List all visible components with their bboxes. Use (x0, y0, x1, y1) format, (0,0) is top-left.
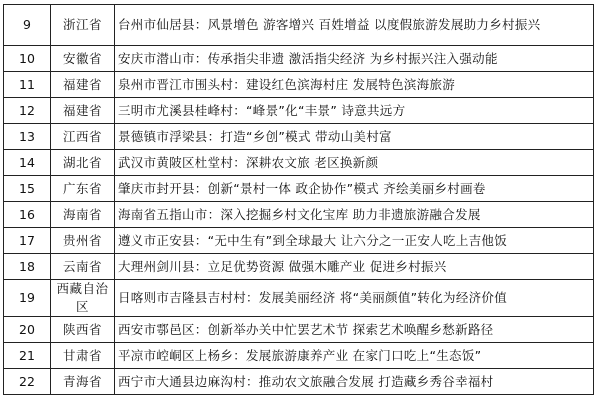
case-list-table (3, 4, 594, 395)
row-number: 13 (4, 124, 51, 150)
case-description: 遵义市正安县：“无中生有”到全球最大 让六分之一正安人吃上吉他饭 (115, 228, 594, 254)
province-cell: 福建省 (51, 98, 115, 124)
province-cell: 陕西省 (51, 317, 115, 343)
row-number: 22 (4, 369, 51, 395)
case-description: 西安市鄠邑区：创新举办关中忙罢艺术节 探索艺术唤醒乡愁新路径 (115, 317, 594, 343)
table-row (4, 254, 594, 280)
province-cell: 江西省 (51, 124, 115, 150)
table-row (4, 228, 594, 254)
table-row (4, 46, 594, 72)
table-row (4, 124, 594, 150)
table-row (4, 150, 594, 176)
row-number: 9 (4, 5, 51, 46)
case-description: 西宁市大通县边麻沟村：推动农文旅融合发展 打造藏乡秀谷幸福村 (115, 369, 594, 395)
row-number: 20 (4, 317, 51, 343)
case-description: 台州市仙居县：风景增色 游客增兴 百姓增益 以度假旅游发展助力乡村振兴 (115, 5, 594, 46)
table-row (4, 5, 594, 46)
province-cell: 浙江省 (51, 5, 115, 46)
case-description: 泉州市晋江市围头村：建设红色滨海村庄 发展特色滨海旅游 (115, 72, 594, 98)
province-cell: 云南省 (51, 254, 115, 280)
case-description: 三明市尤溪县桂峰村：“峰景”化“丰景” 诗意共远方 (115, 98, 594, 124)
row-number: 17 (4, 228, 51, 254)
table-row (4, 343, 594, 369)
row-number: 12 (4, 98, 51, 124)
row-number: 16 (4, 202, 51, 228)
case-description: 平凉市崆峒区上杨乡：发展旅游康养产业 在家门口吃上“生态饭” (115, 343, 594, 369)
case-description: 日喀则市吉隆县吉村村：发展美丽经济 将“美丽颜值”转化为经济价值 (115, 280, 594, 317)
row-number: 11 (4, 72, 51, 98)
table-row (4, 98, 594, 124)
province-cell: 西藏自治区 (51, 280, 115, 317)
row-number: 14 (4, 150, 51, 176)
province-cell: 贵州省 (51, 228, 115, 254)
province-cell: 甘肃省 (51, 343, 115, 369)
province-cell: 湖北省 (51, 150, 115, 176)
table-row (4, 280, 594, 317)
row-number: 19 (4, 280, 51, 317)
table-row (4, 317, 594, 343)
case-description: 大理州剑川县：立足优势资源 做强木雕产业 促进乡村振兴 (115, 254, 594, 280)
row-number: 21 (4, 343, 51, 369)
case-description: 肇庆市封开县：创新“景村一体 政企协作”模式 齐绘美丽乡村画卷 (115, 176, 594, 202)
case-list-body (4, 5, 594, 395)
table-row (4, 176, 594, 202)
case-description: 武汉市黄陂区杜堂村：深耕农文旅 老区换新颜 (115, 150, 594, 176)
province-cell: 安徽省 (51, 46, 115, 72)
province-cell: 青海省 (51, 369, 115, 395)
case-description: 安庆市潜山市：传承指尖非遗 激活指尖经济 为乡村振兴注入强动能 (115, 46, 594, 72)
row-number: 10 (4, 46, 51, 72)
table-row (4, 369, 594, 395)
table-row (4, 202, 594, 228)
table-row (4, 72, 594, 98)
case-description: 景德镇市浮梁县：打造“乡创”模式 带动山美村富 (115, 124, 594, 150)
province-cell: 海南省 (51, 202, 115, 228)
row-number: 18 (4, 254, 51, 280)
row-number: 15 (4, 176, 51, 202)
case-description: 海南省五指山市：深入挖掘乡村文化宝库 助力非遗旅游融合发展 (115, 202, 594, 228)
province-cell: 福建省 (51, 72, 115, 98)
province-cell: 广东省 (51, 176, 115, 202)
